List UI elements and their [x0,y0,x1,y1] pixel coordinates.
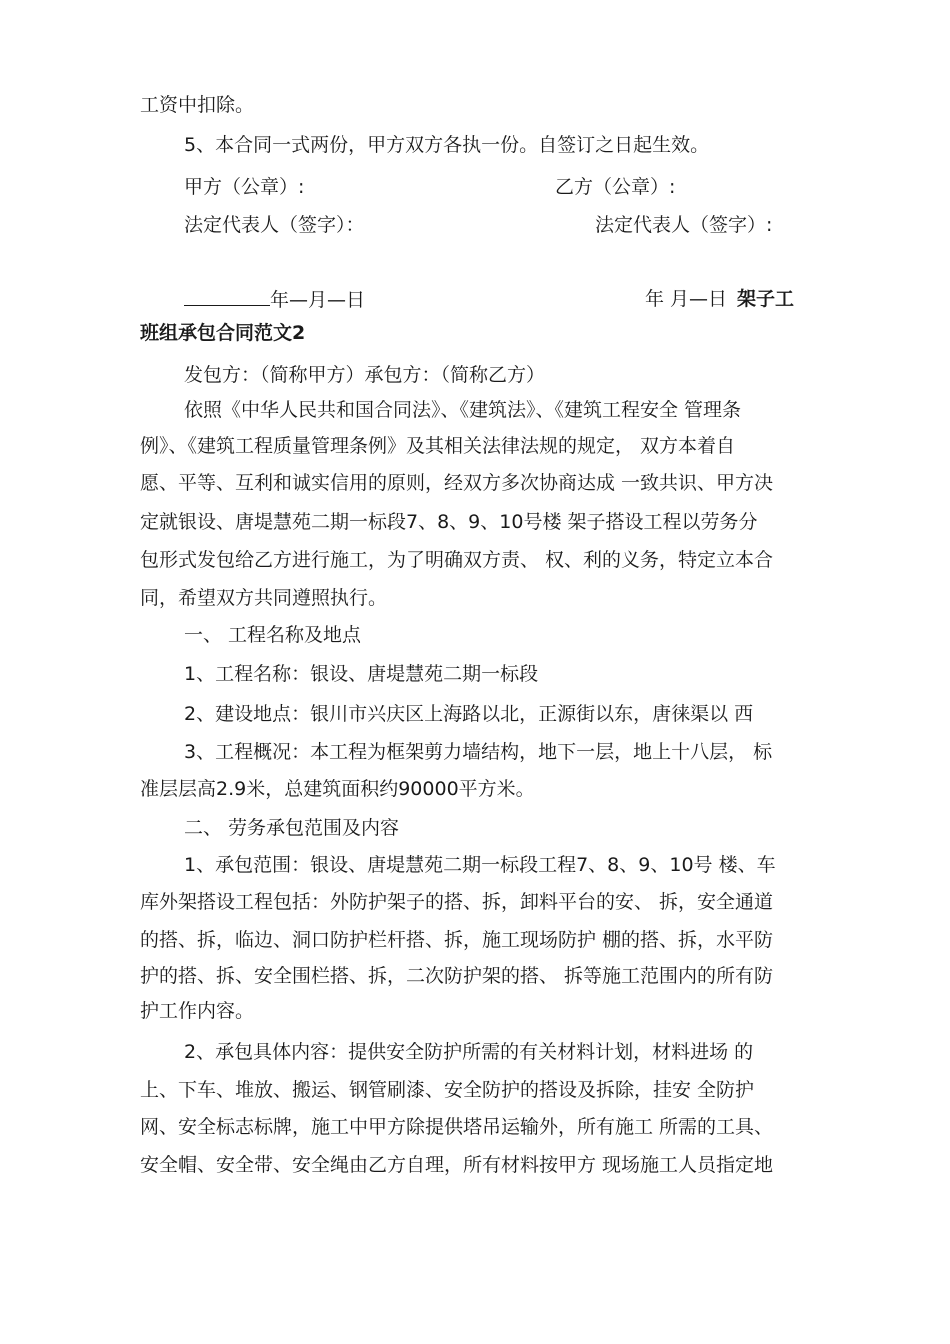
text-line: 3、工程概况：本工程为框架剪力墙结构，地下一层，地上十八层， 标 [184,741,773,763]
text-line: 同，希望双方共同遵照执行。 [140,587,388,609]
text-line: 依照《中华人民共和国合同法》、《建筑法》、《建筑工程安全 管理条 [184,399,742,421]
text-line: 愿、平等、互利和诚实信用的原则，经双方多次协商达成 一致共识、甲方决 [140,472,774,494]
section-heading: 班组承包合同范文2 [140,322,306,344]
signature-party-a-seal: 甲方（公章）: [184,176,305,198]
blank-underline [184,287,270,306]
date-line-a [184,287,365,312]
date-text-a: 年—月—日 [270,289,366,311]
text-line: 护工作内容。 [140,1000,255,1022]
text-line: 护的搭、拆、安全围栏搭、拆，二次防护架的搭、 拆等施工范围内的所有防 [140,965,774,987]
text-line: 5、本合同一式两份，甲方双方各执一份。自签订之日起生效。 [184,134,710,156]
text-line: 1、承包范围：银设、唐堤慧苑二期一标段工程7、8、9、10号 楼、车 [184,854,776,876]
text-line: 2、建设地点：银川市兴庆区上海路以北，正源街以东，唐徕渠以 西 [184,703,754,725]
text-line: 定就银设、唐堤慧苑二期一标段7、8、9、10号楼 架子搭设工程以劳务分 [140,511,758,533]
text-line: 2、承包具体内容：提供安全防护所需的有关材料计划，材料进场 的 [184,1041,754,1063]
text-line: 网、安全标志标牌，施工中甲方除提供塔吊运输外，所有施工 所需的工具、 [140,1116,774,1138]
signature-party-b-seal: 乙方（公章）: [555,176,676,198]
signature-party-b-rep: 法定代表人（签字）: [595,214,773,236]
date-line-b [645,287,794,311]
text-line: 库外架搭设工程包括：外防护架子的搭、拆，卸料平台的安、 拆，安全通道 [140,891,774,913]
text-line: 例》、《建筑工程质量管理条例》及其相关法律法规的规定， 双方本着自 [140,435,736,457]
text-line: 工资中扣除。 [140,94,255,116]
subheading: 二、 劳务承包范围及内容 [184,817,400,839]
text-line: 安全帽、安全带、安全绳由乙方自理，所有材料按甲方 现场施工人员指定地 [140,1154,774,1176]
date-text-b: 年 月—日 [645,288,728,310]
text-line: 的搭、拆，临边、洞口防护栏杆搭、拆，施工现场防护 棚的搭、拆，水平防 [140,929,774,951]
subheading: 一、 工程名称及地点 [184,624,362,646]
text-line: 准层层高2.9米，总建筑面积约90000平方米。 [140,778,535,800]
heading-part: 架子工 [737,288,795,310]
text-line: 上、下车、堆放、搬运、钢管刷漆、安全防护的搭设及拆除，挂安 全防护 [140,1079,755,1101]
text-line: 1、工程名称：银设、唐堤慧苑二期一标段 [184,663,539,685]
text-line: 发包方：（简称甲方）承包方：（简称乙方） [184,364,546,386]
text-line: 包形式发包给乙方进行施工，为了明确双方责、 权、利的义务，特定立本合 [140,549,774,571]
signature-party-a-rep: 法定代表人（签字）： [184,214,365,236]
